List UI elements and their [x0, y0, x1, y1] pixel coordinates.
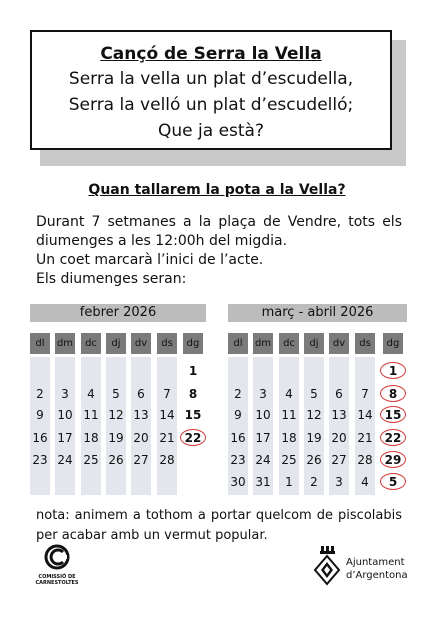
- calendar-day: 2: [36, 387, 44, 401]
- calendar-day: 3: [335, 475, 343, 489]
- calendar-day: 4: [285, 387, 293, 401]
- intro-text: [36, 213, 402, 289]
- day-name-dc: dc: [81, 333, 101, 354]
- calendar-sunday: 22: [184, 431, 202, 445]
- calendar-day: 2: [234, 387, 242, 401]
- calendar-day: 21: [159, 431, 175, 445]
- calendar-day: 6: [137, 387, 145, 401]
- calendar-day: 12: [306, 408, 322, 422]
- ajuntament-line-2: d’Argentona: [346, 570, 408, 581]
- calendar-sunday: 15: [184, 408, 202, 422]
- calendar-day: 19: [306, 431, 322, 445]
- song-box: [30, 30, 392, 150]
- day-name-ds: ds: [157, 333, 177, 354]
- calendar-day: 18: [83, 431, 99, 445]
- ajuntament-name: [346, 556, 408, 582]
- calendar-day: 19: [108, 431, 124, 445]
- calendar-day: 25: [83, 453, 99, 467]
- day-name-dm: dm: [253, 333, 273, 354]
- calendar-day: 9: [36, 408, 44, 422]
- day-name-dl: dl: [30, 333, 50, 354]
- day-name-dj: dj: [304, 333, 324, 354]
- calendar-day: 28: [159, 453, 175, 467]
- calendar-day: 24: [255, 453, 271, 467]
- day-name-dg: dg: [383, 333, 403, 354]
- song-title: Cançó de Serra la Vella: [100, 44, 322, 64]
- day-name-dc: dc: [279, 333, 299, 354]
- intro-paragraph-3: Els diumenges seran:: [36, 271, 187, 287]
- calendar-day: 4: [361, 475, 369, 489]
- note-text: nota: animem a tothom a portar quelcom de piscolabis per acabar amb un vermut popular.: [36, 508, 402, 543]
- calendar-day: 26: [108, 453, 124, 467]
- calendar-day: 20: [331, 431, 347, 445]
- ajuntament-logo: [312, 546, 422, 590]
- calendar-title: març - abril 2026: [228, 304, 407, 322]
- day-name-dv: dv: [329, 333, 349, 354]
- day-name-dv: dv: [131, 333, 151, 354]
- calendar-day: 14: [357, 408, 373, 422]
- calendar-day: 28: [357, 453, 373, 467]
- calendar-column-dm: [55, 357, 75, 495]
- day-name-ds: ds: [355, 333, 375, 354]
- calendar-day: 5: [310, 387, 318, 401]
- calendar-title: febrer 2026: [30, 304, 206, 322]
- calendar-day: 27: [331, 453, 347, 467]
- day-name-dj: dj: [106, 333, 126, 354]
- calendar-day: 3: [259, 387, 267, 401]
- calendar-day: 21: [357, 431, 373, 445]
- calendar-column-dv: [131, 357, 151, 495]
- calendar-day: 16: [32, 431, 48, 445]
- calendar-sunday: 8: [388, 387, 398, 401]
- calendar-day: 9: [234, 408, 242, 422]
- calendar-sunday: 1: [388, 364, 398, 378]
- calendar-day: 16: [230, 431, 246, 445]
- intro-paragraph-2: Un coet marcarà l’inici de l’acte.: [36, 252, 264, 268]
- calendar-day: 30: [230, 475, 246, 489]
- calendar-march-april: [228, 304, 407, 499]
- ajuntament-line-1: Ajuntament: [346, 557, 405, 568]
- song-line-3: Que ja està?: [158, 121, 264, 141]
- calendar-day: 13: [331, 408, 347, 422]
- calendar-day: 2: [310, 475, 318, 489]
- calendar-day: 18: [281, 431, 297, 445]
- calendar-day: 11: [83, 408, 99, 422]
- calendar-day: 31: [255, 475, 271, 489]
- calendar-day: 12: [108, 408, 124, 422]
- calendar-day: 1: [285, 475, 293, 489]
- calendar-day: 4: [87, 387, 95, 401]
- calendar-sunday: 29: [384, 453, 402, 467]
- calendar-day: 25: [281, 453, 297, 467]
- calendar-day: 13: [133, 408, 149, 422]
- song-line-1: Serra la vella un plat d’escudella,: [68, 69, 354, 89]
- calendar-sunday: 5: [388, 475, 398, 489]
- day-name-dm: dm: [55, 333, 75, 354]
- calendar-day: 20: [133, 431, 149, 445]
- calendar-column-dc: [81, 357, 101, 495]
- calendar-day: 17: [255, 431, 271, 445]
- calendar-column-dj: [106, 357, 126, 495]
- calendar-day: 5: [112, 387, 120, 401]
- calendar-day: 3: [61, 387, 69, 401]
- calendar-day: 14: [159, 408, 175, 422]
- calendar-sunday: 1: [188, 364, 198, 378]
- comissio-carnestoltes-label: COMISSIÓ DE CARNESTOLTES: [35, 574, 79, 586]
- calendar-column-ds: [157, 357, 177, 495]
- calendar-day: 24: [57, 453, 73, 467]
- calendar-column-dl: [30, 357, 50, 495]
- event-question: Quan tallarem la pota a la Vella?: [88, 182, 346, 198]
- calendar-day: 7: [163, 387, 171, 401]
- calendar-day: 23: [32, 453, 48, 467]
- comissio-carnestoltes-logo: [32, 544, 82, 586]
- calendar-sunday: 22: [384, 431, 402, 445]
- calendar-day: 27: [133, 453, 149, 467]
- song-line-2: Serra la velló un plat d’escudelló;: [68, 95, 354, 115]
- calendar-day: 26: [306, 453, 322, 467]
- calendar-february: [30, 304, 206, 499]
- calendar-day: 11: [281, 408, 297, 422]
- day-name-dl: dl: [228, 333, 248, 354]
- calendar-sunday: 15: [384, 408, 402, 422]
- ajuntament-crest-icon: [312, 546, 342, 586]
- calendar-day: 10: [57, 408, 73, 422]
- calendar-day: 7: [361, 387, 369, 401]
- calendar-day: 23: [230, 453, 246, 467]
- intro-paragraph-1: Durant 7 setmanes a la plaça de Vendre, tots els diumenges a les 12:00h del migdia.: [36, 214, 402, 249]
- calendar-day: 6: [335, 387, 343, 401]
- calendar-sunday: 8: [188, 387, 198, 401]
- day-name-dg: dg: [183, 333, 203, 354]
- calendar-day: 17: [57, 431, 73, 445]
- comissio-carnestoltes-icon: [44, 544, 70, 570]
- calendar-day: 10: [255, 408, 271, 422]
